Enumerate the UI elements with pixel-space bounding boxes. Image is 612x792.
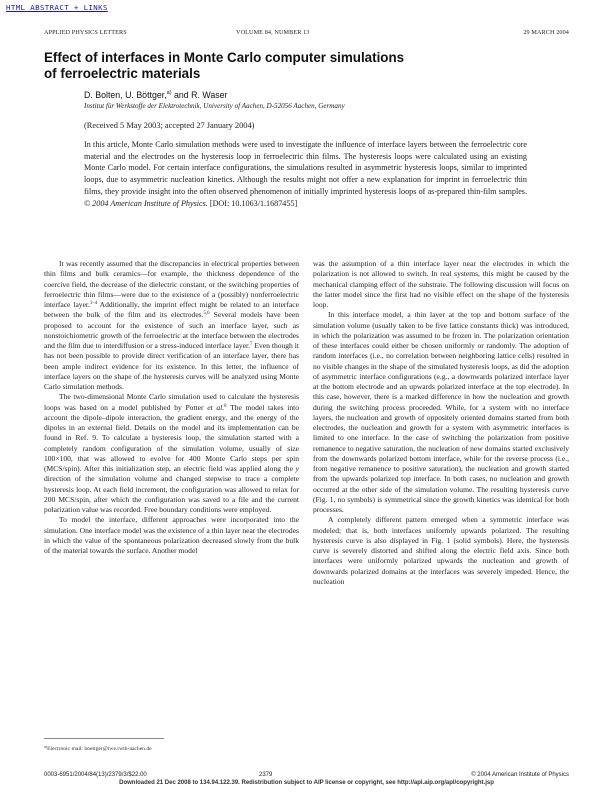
paragraph: It was recently assumed that the discrepancies in electrical properties between thin films and bulk ceramics—for example, the thickness dependence of the coercive field, the decrease of the dielectric constant, or the switching properties of ferroelectric thin films—were due to the existence of a (possibly) nonferroelectric interface layer.$^{1-4}$ Additionally, the imprint effect might be related to an interface between the bulk of the film and its electrodes.$^{5,6}$ Several models have been proposed to account for the existence of such an interface layer, such as nonstoichiometric growth of the ferroelectric at the interface between the electrodes and the film due to interdiffusion or a stress-induced interface layer.$^7$ Even though it has not been possible to provide direct verification of an interface layer, there has been ample indirect evidence for its existence. In this letter, the influence of interface layers on the shape of the hysteresis curves will be analyzed using Monte Carlo simulation methods. [44,259,300,391]
volume-number: VOLUME 84, NUMBER 13 [236,29,310,36]
paragraph: A completely different pattern emerged when a symmetric interface was modeled; that is, both interfaces uniformly upwards polarized. The resulting hysteresis curve is also displayed in Fig. 1 (solid symbols). Here, the hysteresis curve is severely distorted and shifted along the electric field axis. Since both interfaces were uniformly polarized upwards the nucleation and growth of downwards polarized domains at the interfaces was severely impeded. Hence, the nucleation [313,515,569,586]
abstract-text: In this article, Monte Carlo simulation methods were used to investigate the influence of interface layers between the ferroelectric core material and the electrodes on the hysteresis loop in ferroelectric thin films. The hysteresis loops were calculated using an existing Monte Carlo model. For certain interface configurations, the simulations resulted in asymmetric hysteresis loops, similar to imprinted loops, due to asymmetric nucleation kinetics. Although the results might not offer a new explanation for imprint in ferroelectric thin films, they provide insight into the often observed phenomenon of initially imprinted hysteresis loops of as-prepared thin-film samples. [84,140,527,196]
body-column-left [44,259,299,556]
issue-date: 29 MARCH 2004 [523,29,569,36]
authors-first: D. Bolten, U. Böttger, [84,90,167,100]
footnote [44,744,152,752]
article-code: 0003-6951/2004/84(13)/2379/3/$22.00 [44,772,147,778]
footnote-marker: a) [166,90,172,96]
authors-last: and R. Waser [171,90,228,100]
journal-name: APPLIED PHYSICS LETTERS [44,29,127,36]
title-line-2: of ferroelectric materials [44,66,201,81]
article-title [44,50,444,82]
paragraph: To model the interface, different approaches were incorporated into the simulation. One interface model was the existence of a thin layer near the electrodes in which the value of the spontaneous polarization decreased slowly from the bulk of the material towards the surface. Another model [44,515,299,555]
citation: 8 [224,403,227,409]
citation: 7 [249,342,253,347]
received-dates: (Received 5 May 2003; accepted 27 January 2004) [84,121,255,130]
footnote-text: Electronic mail: boettger@iwe.rwth-aachen.de [47,746,152,752]
footnote-divider [44,738,164,739]
page-footer [44,772,569,780]
citation: 5,6 [203,311,210,317]
paragraph: The two-dimensional Monte Carlo simulation used to calculate the hysteresis loops was based on a model published by Potter et al.$^8$ The model takes into account the dipole–dipole interaction, the gradient energy, and the energy of the dipoles in an external field. Details on the model and its implementation can be found in Ref. 9. To calculate a hysteresis loop, the simulation started with a completely random configuration of the simulation volume, usually of size 100×100, that was allowed to evolve for 400 Monte Carlo steps per spin (MCS/spin). After this initialization step, an electric field was applied along the y direction of the simulation volume and changed stepwise to trace a complete hysteresis loop. At each field increment, the configuration was allowed to relax for 200 MCS/spin, after which the configuration was saved to a file and the current polarization value was recorded. Free boundary conditions were employed. [44,392,299,514]
footnote-mark: a) [44,744,48,749]
html-abstract-links-link[interactable]: HTML ABSTRACT + LINKS [6,3,108,12]
title-line-1: Effect of interfaces in Monte Carlo computer simulations [44,50,405,65]
copyright-notice: © 2004 American Institute of Physics. [84,198,208,208]
running-header [44,29,569,39]
abstract [84,139,527,209]
download-notice: Downloaded 21 Dec 2008 to 134.94.122.39. Redistribution subject to AIP license or copyright, see http://apl.aip.org/apl/copyright.jsp [119,780,494,786]
paragraph: In this interface model, a thin layer at the top and bottom surface of the simulation volume (usually taken to be five lattice constants thick) was introduced, in which the polarization was assumed to be frozen in. The polarization orientation of these interfaces could either be chosen uniformly or randomly. The adoption of random interfaces (i.e., no correlation between neighboring lattice cells) resulted in no visible changes in the shape of the simulated hysteresis loops, as did the adoption of asymmetric interface configurations (e.g., a downwards polarized interface layer at the bottom electrode and an upwards polarized interface at the top electrode). In this case, however, there is a marked difference in how the nucleation and growth during the switching process proceeded. While, for a system with no interface layers, the nucleation and growth of oppositely oriented domains started from both electrodes, the nucleation and growth for a system with asymmetric interfaces is limited to one interface. In the case of switching the polarization from positive remanence to negative saturation, the nucleation of new domains started exclusively from the downwards polarized bottom interface, while for the reverse process (i.e., from negative remanence to positive saturation), the nucleation and growth started from the upwards polarized top interface. In both cases, no nucleation and growth occurred at the other side of the simulation volume. The resulting hysteresis curve (Fig. 1, no symbols) is symmetrical since the growth kinetics was identical for both processes. [313,310,569,514]
paragraph: was the assumption of a thin interface layer near the electrodes in which the polarization is not allowed to switch. In real systems, this might be caused by the mechanical clamping effect of the substrate. The following discussion will focus on the latter model since the first had no visible effect on the shape of the hysteresis loop. [313,259,569,309]
affiliation: Institut für Werkstoffe der Elektrotechnik, University of Aachen, D-52056 Aachen, Germany [84,102,345,110]
authors [84,90,227,100]
footer-copyright: © 2004 American Institute of Physics [471,772,569,778]
citation: 1–4 [89,301,98,306]
page-number: 2379 [259,772,273,778]
doi: [DOI: 10.1063/1.1687455] [207,198,298,208]
body-column-right [313,259,569,587]
